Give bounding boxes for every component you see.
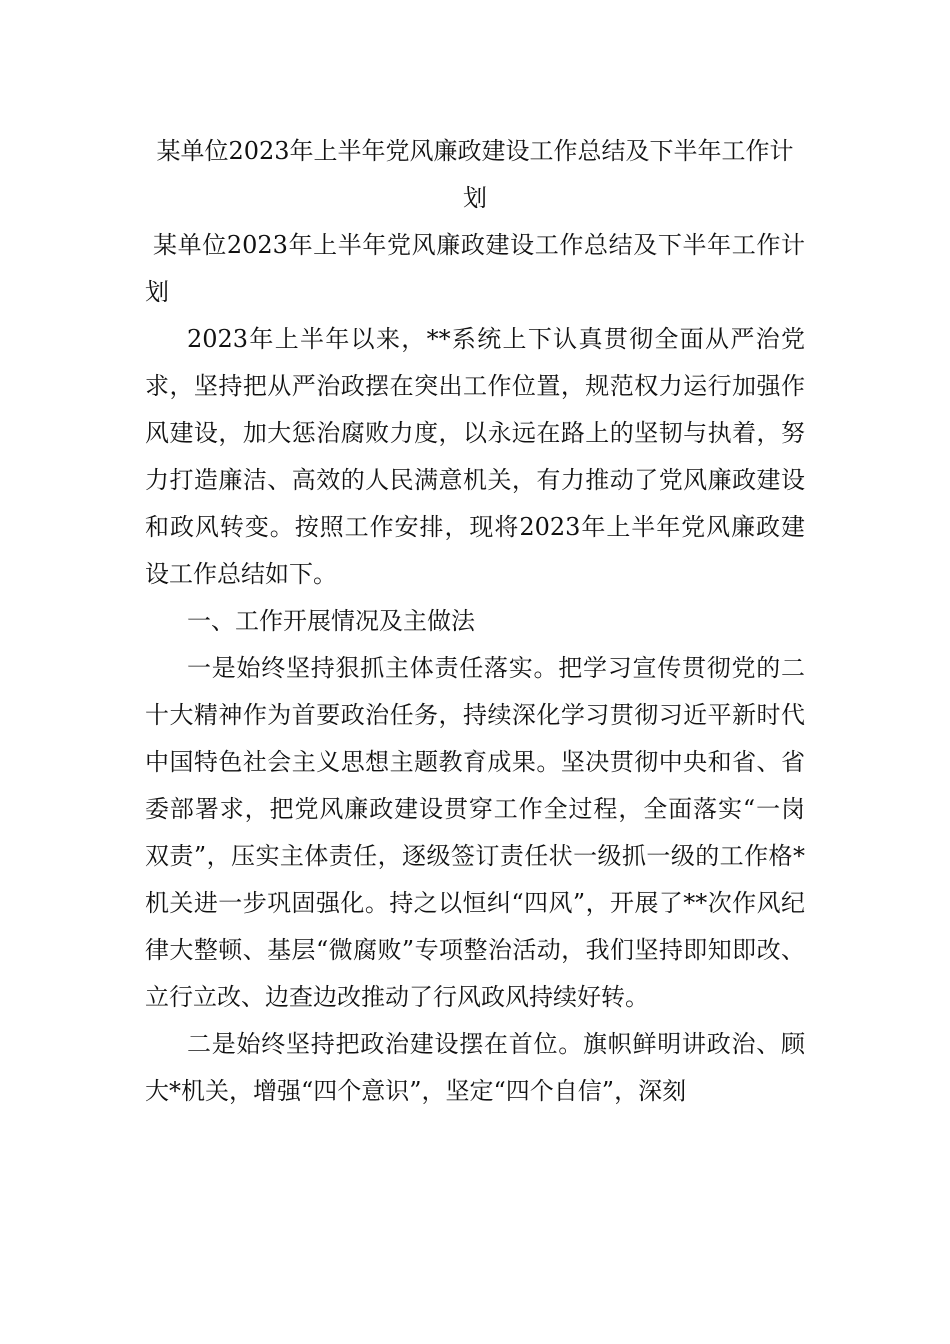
document-body xyxy=(145,128,805,1115)
section-heading-1: 一、工作开展情况及主做法 xyxy=(187,607,475,635)
paragraph-point-2: 二是始终坚持把政治建设摆在首位。旗帜鲜明讲政治、顾大*机关，增强“四个意识”，坚定“四个自信”，深刻 xyxy=(145,1030,805,1105)
paragraph-point-1: 一是始终坚持狠抓主体责任落实。把学习宣传贯彻党的二十大精神作为首要政治任务，持续深化学习贯彻习近平新时代中国特色社会主义思想主题教育成果。坚决贯彻中央和省、省委部署求，把党风廉政建设贯穿工作全过程，全面落实“一岗双责”，压实主体责任，逐级签订责任状一级抓一级的工作格*机关进一步巩固强化。持之以恒纠“四风”，开展了**次作风纪律大整顿、基层“微腐败”专项整治活动，我们坚持即知即改、立行立改、边查边改推动了行风政风持续好转。 xyxy=(145,654,805,1011)
paragraph-intro: 2023年上半年以来，**系统上下认真贯彻全面从严治党求，坚持把从严治政摆在突出工作位置，规范权力运行加强作风建设，加大惩治腐败力度，以永远在路上的坚韧与执着，努力打造廉洁、高效的人民满意机关，有力推动了党风廉政建设和政风转变。按照工作安排，现将2023年上半年党风廉政建设工作总结如下。 xyxy=(145,325,805,588)
document-subtitle: 某单位2023年上半年党风廉政建设工作总结及下半年工作计划 xyxy=(145,231,805,306)
document-title: 某单位2023年上半年党风廉政建设工作总结及下半年工作计划 xyxy=(156,137,794,212)
